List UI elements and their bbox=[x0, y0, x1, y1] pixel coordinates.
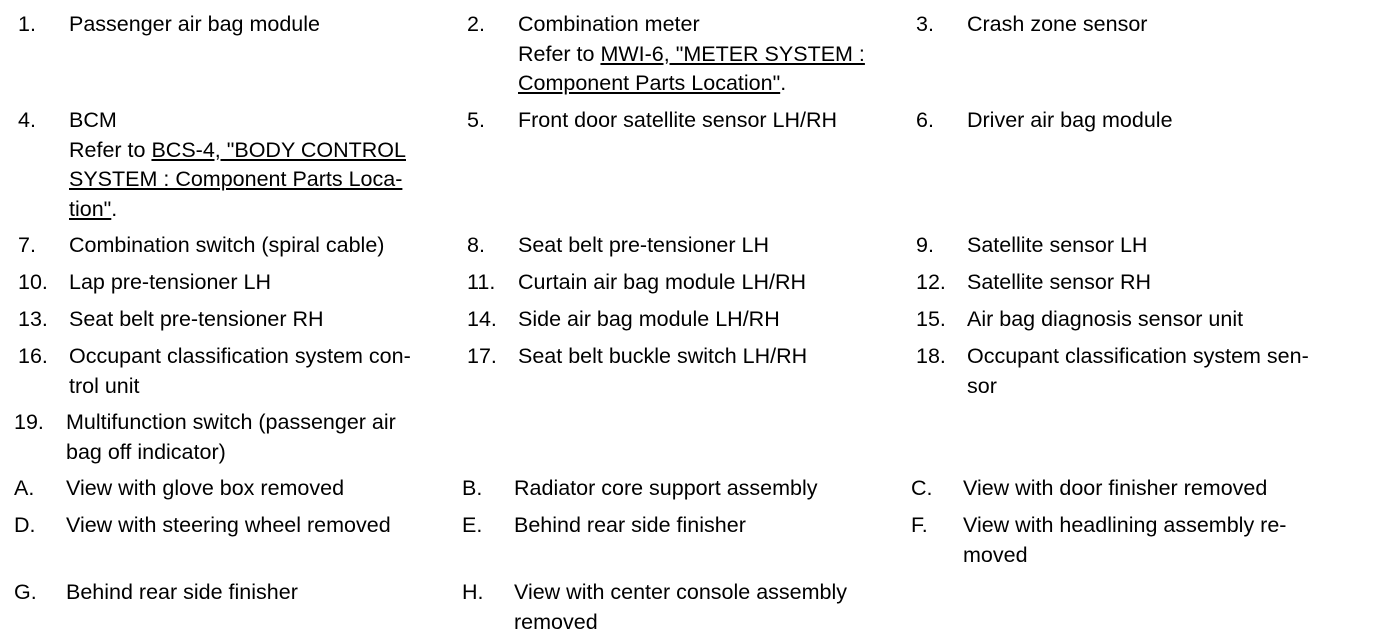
legend-item-label: View with door finisher removed bbox=[963, 476, 1268, 500]
legend-item-number: D. bbox=[14, 513, 36, 537]
legend-item-label: moved bbox=[963, 542, 1028, 567]
legend-item-number: F. bbox=[911, 513, 928, 537]
legend-item-number: A. bbox=[14, 476, 35, 500]
legend-item-label: View with glove box removed bbox=[66, 476, 345, 500]
legend-item-label: bag off indicator) bbox=[66, 439, 226, 464]
legend-item-label: Multifunction switch (passenger air bbox=[66, 410, 396, 434]
legend-item-label: sor bbox=[967, 373, 997, 398]
legend-item-number: 11. bbox=[467, 270, 496, 294]
reference-link[interactable]: BCS-4, "BODY CONTROL bbox=[151, 137, 406, 162]
legend-item-number: 5. bbox=[467, 108, 485, 132]
reference-link[interactable]: MWI-6, "METER SYSTEM : bbox=[600, 41, 865, 66]
legend-item-label: Passenger air bag module bbox=[69, 12, 320, 36]
legend-item-label: Occupant classification system con- bbox=[69, 344, 411, 368]
reference-link[interactable]: tion" bbox=[69, 196, 112, 221]
legend-item-label: Satellite sensor RH bbox=[967, 270, 1152, 294]
legend-item-label: Radiator core support assembly bbox=[514, 476, 818, 500]
legend-item-label: Lap pre-tensioner LH bbox=[69, 270, 271, 294]
legend-item-number: 15. bbox=[916, 307, 946, 331]
legend-item-label: Driver air bag module bbox=[967, 108, 1173, 132]
legend-item-number: 13. bbox=[18, 307, 48, 331]
legend-item-number: 12. bbox=[916, 270, 946, 294]
legend-item-number: 7. bbox=[18, 233, 36, 257]
reference-prefix: Refer to bbox=[518, 41, 601, 66]
legend-item-label: View with steering wheel removed bbox=[66, 513, 391, 537]
legend-item-number: 10. bbox=[18, 270, 48, 294]
legend-item-number: 1. bbox=[18, 12, 36, 36]
legend-item-number: E. bbox=[462, 513, 483, 537]
legend-item-label: Side air bag module LH/RH bbox=[518, 307, 780, 331]
legend-item-label: Occupant classification system sen- bbox=[967, 344, 1309, 368]
legend-item-label: Behind rear side finisher bbox=[66, 580, 298, 604]
legend-item-label: Combination meter bbox=[518, 12, 700, 36]
legend-item-number: 18. bbox=[916, 344, 946, 368]
legend-item-label: BCM bbox=[69, 108, 117, 132]
legend-item-number: 6. bbox=[916, 108, 934, 132]
legend-item-label: Air bag diagnosis sensor unit bbox=[967, 307, 1244, 331]
legend-item-number: C. bbox=[911, 476, 933, 500]
legend-item-number: 2. bbox=[467, 12, 485, 36]
legend-item-label: Crash zone sensor bbox=[967, 12, 1148, 36]
legend-item-number: B. bbox=[462, 476, 483, 500]
legend-item-label: removed bbox=[514, 609, 598, 634]
reference-suffix: . bbox=[111, 196, 118, 221]
legend-item-number: 16. bbox=[18, 344, 48, 368]
legend-item-number: G. bbox=[14, 580, 37, 604]
legend-item-number: 3. bbox=[916, 12, 934, 36]
legend-item-label: Seat belt pre-tensioner LH bbox=[518, 233, 769, 257]
reference-link[interactable]: SYSTEM : Component Parts Loca- bbox=[69, 167, 403, 191]
legend-item-label: Curtain air bag module LH/RH bbox=[518, 270, 806, 294]
legend-item-label: Seat belt pre-tensioner RH bbox=[69, 307, 324, 331]
legend-item-number: 17. bbox=[467, 344, 497, 368]
legend-item-label: Satellite sensor LH bbox=[967, 233, 1148, 257]
legend-item-label: Front door satellite sensor LH/RH bbox=[518, 108, 838, 132]
legend-item-label: View with headlining assembly re- bbox=[963, 513, 1287, 537]
reference-link[interactable]: Component Parts Location" bbox=[518, 71, 781, 95]
legend-item-label: View with center console assembly bbox=[514, 580, 848, 604]
legend-item-label: Seat belt buckle switch LH/RH bbox=[518, 344, 808, 368]
legend-item-label: trol unit bbox=[69, 373, 140, 398]
legend-item-number: H. bbox=[462, 580, 484, 604]
reference-suffix: . bbox=[780, 71, 787, 95]
legend-item-number: 4. bbox=[18, 108, 36, 132]
reference-prefix: Refer to bbox=[69, 137, 152, 162]
legend-item-label: Combination switch (spiral cable) bbox=[69, 233, 385, 257]
legend-item-number: 19. bbox=[14, 410, 44, 434]
legend-item-number: 14. bbox=[467, 307, 497, 331]
legend-item-number: 8. bbox=[467, 233, 485, 257]
legend-item-number: 9. bbox=[916, 233, 934, 257]
legend-item-label: Behind rear side finisher bbox=[514, 513, 746, 537]
